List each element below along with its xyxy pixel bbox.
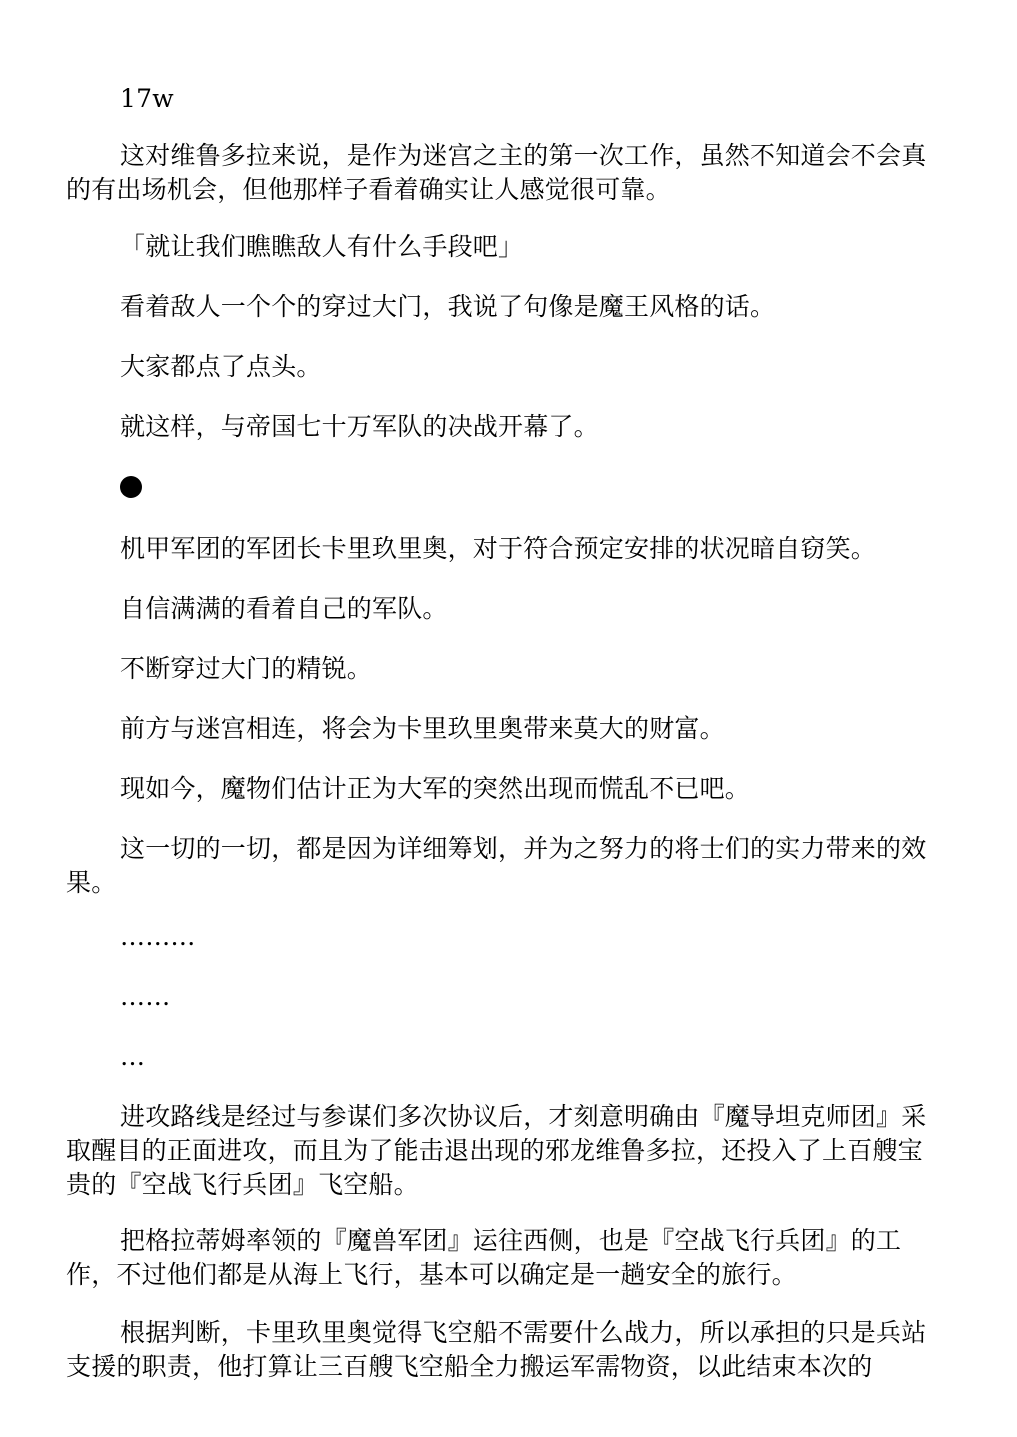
paragraph: 根据判断，卡里玖里奥觉得飞空船不需要什么战力，所以承担的只是兵站支援的职责，他打算让三百艘飞空船全力搬运军需物资，以此结束本次的 <box>66 1318 927 1381</box>
ellipsis-line: … <box>120 1042 146 1071</box>
ellipsis-line: …… <box>120 982 171 1011</box>
paragraph: 现如今，魔物们估计正为大军的突然出现而慌乱不已吧。 <box>120 774 751 803</box>
paragraph: 大家都点了点头。 <box>120 352 322 381</box>
paragraph: 机甲军团的军团长卡里玖里奥，对于符合预定安排的状况暗自窃笑。 <box>120 534 877 563</box>
section-break-dot <box>120 476 142 498</box>
paragraph: 不断穿过大门的精锐。 <box>120 654 373 683</box>
paragraph: 看着敌人一个个的穿过大门，我说了句像是魔王风格的话。 <box>120 292 776 321</box>
paragraph: 就这样，与帝国七十万军队的决战开幕了。 <box>120 412 599 441</box>
paragraph: 这对维鲁多拉来说，是作为迷宫之主的第一次工作，虽然不知道会不会真的有出场机会，但他那样子看着确实让人感觉很可靠。 <box>66 141 927 204</box>
paragraph: 自信满满的看着自己的军队。 <box>120 594 448 623</box>
dialogue-line: 「就让我们瞧瞧敌人有什么手段吧」 <box>120 232 524 261</box>
chapter-label: 17w <box>120 84 174 113</box>
ellipsis-line: ……… <box>120 922 196 951</box>
paragraph: 前方与迷宫相连，将会为卡里玖里奥带来莫大的财富。 <box>120 714 725 743</box>
paragraph: 这一切的一切，都是因为详细筹划，并为之努力的将士们的实力带来的效果。 <box>66 834 927 897</box>
paragraph: 进攻路线是经过与参谋们多次协议后，才刻意明确由『魔导坦克师团』采取醒目的正面进攻，而且为了能击退出现的邪龙维鲁多拉，还投入了上百艘宝贵的『空战飞行兵团』飞空船。 <box>66 1102 927 1199</box>
paragraph: 把格拉蒂姆率领的『魔兽军团』运往西侧，也是『空战飞行兵团』的工作，不过他们都是从海上飞行，基本可以确定是一趟安全的旅行。 <box>66 1226 902 1289</box>
